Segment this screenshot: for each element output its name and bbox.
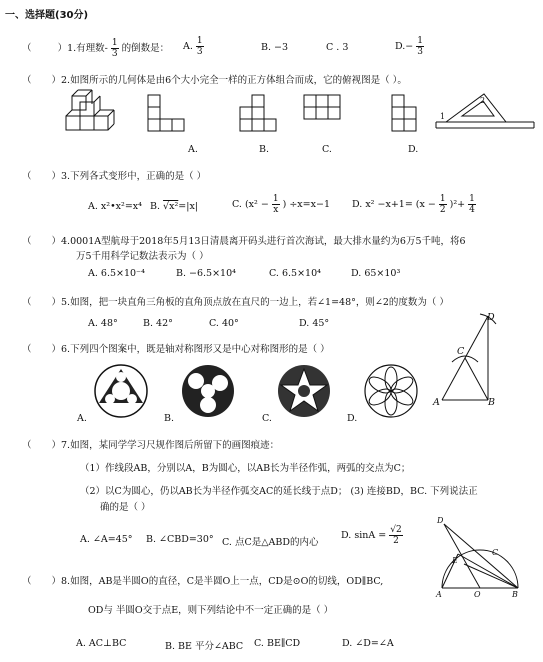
question-6: （ ）6.下列四个图案中，既是轴对称图形又是中心对称图形的是（ ） <box>22 344 330 355</box>
q4-option-b: B. −6.5×10⁴ <box>176 268 236 279</box>
question-7: （ ）7.如图，某同学学习尺规作图后所留下的画图痕迹： <box>22 440 280 451</box>
q3-option-a: A. x²•x²=x⁴ <box>88 201 142 212</box>
q5-option-a: A. 48° <box>88 318 118 329</box>
q4-option-c: C. 6.5×10⁴ <box>269 268 321 279</box>
fig7-label-d: D <box>487 312 495 323</box>
q8-option-b: B. BE 平分∠ABC <box>165 641 244 652</box>
q4-option-a: A. 6.5×10⁻⁴ <box>88 268 145 279</box>
q4-line2: 万5千用科学记数法表示为（ ） <box>76 251 209 262</box>
q8-option-c: C. BE∥CD <box>254 638 301 649</box>
q2-option-a-label: A. <box>188 144 198 155</box>
q3-text: ）3.下列各式变形中，正确的是（ ） <box>51 171 207 182</box>
q6-option-d-label: D. <box>347 413 358 424</box>
tri-label-2: 2 <box>480 96 486 105</box>
question-8: （ ）8.如图，AB是半圆O的直径，C是半圆O上一点，CD是⊙O的切线，OD∥BC, <box>22 576 384 587</box>
question-5: （ ）5.如图，把一块直角三角板的直角顶点放在直尺的一边上，若∠1=48°，则∠2的度数为（ ） <box>22 297 449 308</box>
q8-option-a: A. AC⊥BC <box>76 638 127 649</box>
q5-option-b: B. 42° <box>143 318 173 329</box>
q6-option-a-label: A. <box>77 413 87 424</box>
question-1 <box>22 38 169 59</box>
q1-text: ）1.有理数- <box>57 43 108 54</box>
q6-text: ）6.下列四个图案中，既是轴对称图形又是中心对称图形的是（ ） <box>51 344 330 355</box>
q7-text: ）7.如图，某同学学习尺规作图后所留下的画图痕迹： <box>51 440 280 451</box>
tri-label-1: 1 <box>440 112 446 121</box>
section-title: 一、选择题(30分) <box>5 10 89 21</box>
q5-text: ）5.如图，把一块直角三角板的直角顶点放在直尺的一边上，若∠1=48°，则∠2的度数为（ ） <box>51 297 449 308</box>
q1-option-b: B. −3 <box>261 42 289 53</box>
q5-option-d: D. 45° <box>299 318 330 329</box>
q6-pattern-b <box>180 363 236 419</box>
q7-option-d: D. sinA = $\frac{√2}{2}$ <box>341 525 402 546</box>
q1-option-a: A. $\frac{1}{3}$ <box>183 36 203 57</box>
q2-option-b-label: B. <box>259 144 270 155</box>
q2-option-c-figure <box>304 95 354 135</box>
q1-mid: 的倒数是： <box>121 43 170 54</box>
fig7-label-c: C <box>457 346 465 357</box>
q2-option-c-label: C. <box>322 144 332 155</box>
question-2: （ ）2.如图所示的几何体是由6个大小完全一样的正方体组合而成，它的俯视图是（ ）。 <box>22 75 407 86</box>
q7-step2b: 确的是（ ） <box>100 502 151 513</box>
q2-option-a-figure <box>148 95 198 135</box>
q3-option-c: C. (x² − $\frac{1}{x}$ ) ÷x=x−1 <box>232 194 330 215</box>
q2-option-d-figure <box>392 95 432 135</box>
fig8-label-c: C <box>492 548 499 557</box>
fig8-label-o: O <box>474 590 481 599</box>
fig8-label-e: E <box>452 556 458 565</box>
q6-pattern-c <box>276 363 332 419</box>
q6-option-b-label: B. <box>164 413 175 424</box>
q8-semicircle-figure <box>436 520 526 600</box>
q2-option-d-label: D. <box>408 144 419 155</box>
ruler-triangle-figure <box>436 92 536 132</box>
q7-option-a: A. ∠A=45° <box>80 534 133 545</box>
fig8-label-d: D <box>437 516 444 525</box>
q1-option-c: C . 3 <box>326 42 349 53</box>
q7-option-c: C. 点C是△ABD的内心 <box>222 537 319 548</box>
question-3: （ ）3.下列各式变形中，正确的是（ ） <box>22 171 207 182</box>
question-4: （ ）4.0001A型航母于2018年5月13日清晨离开码头进行首次海试，最大排水量约为6万5千吨，将6 <box>22 236 466 247</box>
q8-line1: ）8.如图，AB是半圆O的直径，C是半圆O上一点，CD是⊙O的切线，OD∥BC, <box>51 576 384 587</box>
q7-construction-figure <box>430 312 510 412</box>
q8-option-d: D. ∠D=∠A <box>342 638 394 649</box>
q7-option-b: B. ∠CBD=30° <box>146 534 214 545</box>
q2-option-b-figure <box>240 95 290 135</box>
q6-pattern-d <box>363 363 419 419</box>
fig7-label-b: B <box>488 397 495 408</box>
fig7-label-a: A <box>433 397 440 408</box>
q3-option-d: D. x² −x+1= (x − $\frac{1}{2}$ )²+ $\frac{1}{4}$ <box>352 194 475 215</box>
paren-open: （ <box>22 43 32 54</box>
q6-pattern-a <box>93 363 149 419</box>
q1-option-d: D.− $\frac{1}{3}$ <box>395 36 424 57</box>
q2-text: ）2.如图所示的几何体是由6个大小完全一样的正方体组合而成，它的俯视图是（ ）。 <box>51 75 407 86</box>
q5-option-c: C. 40° <box>209 318 239 329</box>
q7-step2: （2）以C为圆心，仍以AB长为半径作弧交AC的延长线于点D； (3) 连接BD，BC. 下列说法正 <box>80 486 478 497</box>
q6-option-c-label: C. <box>262 413 272 424</box>
q2-solid-figure <box>60 88 130 138</box>
q8-line2: OD与 半圆O交于点E，则下列结论中不一定正确的是（ ） <box>88 605 334 616</box>
q1-fraction: $\frac{1}{3}$ <box>111 38 118 59</box>
fig8-label-b: B <box>512 590 518 599</box>
q3-option-b: B. √x²=|x| <box>150 201 199 212</box>
q7-step1: （1）作线段AB，分别以A，B为圆心，以AB长为半径作弧，两弧的交点为C； <box>80 463 411 474</box>
q4-line1: ）4.0001A型航母于2018年5月13日清晨离开码头进行首次海试，最大排水量约为6万5千吨，将6 <box>51 236 466 247</box>
q4-option-d: D. 65×10³ <box>351 268 401 279</box>
fig8-label-a: A <box>436 590 442 599</box>
